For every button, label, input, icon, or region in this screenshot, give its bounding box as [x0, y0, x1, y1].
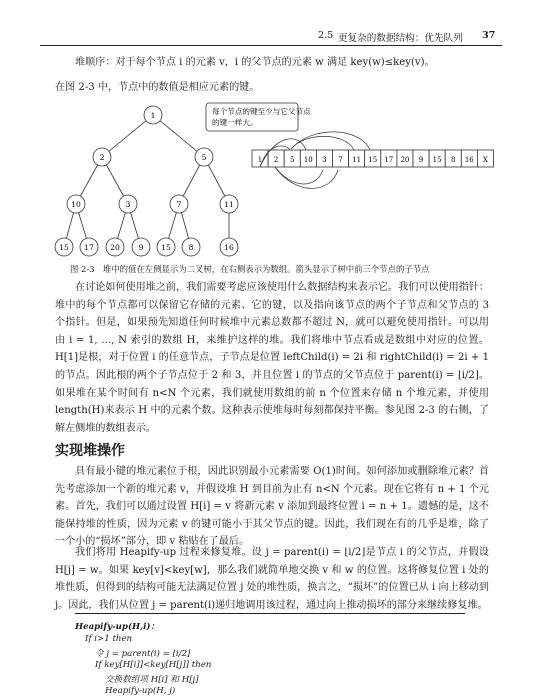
- array-cell: [333, 150, 349, 167]
- array-cell: [461, 150, 477, 167]
- heap-order-definition: 堆顺序：对于每个节点 i 的元素 v，i 的父节点的元素 w 满足 key(w)≤key(v)。: [75, 57, 435, 68]
- array-cell-value: 8: [450, 156, 456, 164]
- callout-line-2: 的键一样大。: [212, 118, 258, 127]
- header-rule: [40, 45, 502, 46]
- array-cell-value: 15: [368, 156, 378, 164]
- tree-node-label: 3: [125, 200, 131, 209]
- array-cell: [349, 150, 365, 167]
- array-cell: [445, 150, 461, 167]
- array-cell-value: 16: [464, 156, 474, 164]
- array-cell: [477, 150, 493, 167]
- array-cell-value: 5: [289, 156, 295, 164]
- tree-node: [67, 195, 85, 213]
- tree-node: [55, 238, 73, 256]
- tree-node-label: 2: [99, 153, 105, 162]
- tree-node-label: 17: [84, 243, 94, 252]
- array-cell-value: 20: [400, 156, 410, 164]
- header-section: 2.5: [318, 30, 334, 41]
- tree-node: [157, 238, 175, 256]
- figure-intro: 在图 2-3 中，节点中的数值是相应元素的键。: [55, 82, 260, 93]
- tree-node-label: 10: [71, 200, 81, 209]
- array-cell: [381, 150, 397, 167]
- array-cell-value: 1: [257, 156, 263, 164]
- array-cell-value: 10: [303, 156, 313, 164]
- array-cell-value: X: [482, 156, 488, 164]
- tree-node: [132, 238, 150, 256]
- code-rule: [75, 613, 465, 614]
- callout-box: [206, 103, 311, 131]
- callout-line-1: 每个节点的键至少与它父节点: [212, 107, 311, 116]
- array-cell-value: 15: [432, 156, 442, 164]
- figure-caption: 图 2-3 堆中的值在左侧显示为二叉树，在右侧表示为数组。箭头显示了树中前三个节点的子节点: [70, 264, 430, 274]
- array-cell-value: 3: [322, 156, 327, 164]
- array-cell: [413, 150, 429, 167]
- tree-node-label: 16: [224, 243, 234, 252]
- code-line: If key[H[i]]<key[H[j]] then: [95, 660, 212, 670]
- tree-node-label: 9: [138, 243, 144, 252]
- tree-node-label: 15: [161, 243, 171, 252]
- array-cell-value: 2: [273, 156, 279, 164]
- body-paragraph-add-element: 具有最小键的堆元素位于根，因此识别最小元素需要 O(1)时间。如何添加或删除堆元素？首先考虑添加一个新的堆元素 v，并假设堆 H 到目前为止有 n<N 个元素。现在它将有 n + 1 个元素。首先，我们可以通过设置 H[i] = v 将新元素 v 添加到最终位置 i = n + 1。遗憾的是，这不能保持堆的性质，因为元素 v 的键可能小于其父节点的键。因此，我们现在有的几乎是堆，除了一个小的“损坏”部分，即 v 粘贴在了最后。: [55, 466, 489, 548]
- tree-node-label: 11: [224, 200, 234, 209]
- array-cell: [300, 150, 316, 167]
- array-cell: [252, 150, 268, 167]
- code-line: Heapify-up(H,i)：: [75, 622, 160, 632]
- tree-node-label: 5: [201, 153, 207, 162]
- tree-node-label: 1: [150, 111, 156, 120]
- array-cell: [429, 150, 445, 167]
- array-cell-value: 17: [384, 156, 394, 164]
- tree-node-label: 8: [188, 243, 194, 252]
- array-cell-value: 7: [338, 156, 343, 164]
- tree-node: [195, 148, 213, 166]
- tree-node: [93, 148, 111, 166]
- tree-node: [220, 238, 238, 256]
- tree-node: [182, 238, 200, 256]
- page-number: 37: [482, 30, 496, 41]
- array-cell: [397, 150, 413, 167]
- tree-node-label: 7: [176, 200, 182, 209]
- tree-node: [220, 195, 238, 213]
- code-line: 令 j = parent(i) = ⌊i/2⌋: [95, 649, 191, 659]
- array-cell-value: 9: [418, 156, 424, 164]
- array-cell: [316, 150, 332, 167]
- code-line: Heapify-up(H, j): [105, 686, 176, 696]
- tree-node-label: 20: [110, 243, 120, 252]
- tree-node-label: 15: [59, 243, 69, 252]
- tree-node: [80, 238, 98, 256]
- code-line: 交换数组项 H[i] 和 H[j]: [105, 675, 199, 685]
- array-cell-value: 11: [352, 156, 362, 164]
- header-title: 更复杂的数据结构：优先队列: [338, 33, 463, 44]
- tree-node: [106, 238, 124, 256]
- array-cell: [268, 150, 284, 167]
- tree-node: [170, 195, 188, 213]
- section-heading: 实现堆操作: [55, 443, 125, 459]
- array-cell: [365, 150, 381, 167]
- body-paragraph-representation: 在讨论如何使用堆之前，我们需要考虑应该使用什么数据结构来表示它。我们可以使用指针：堆中的每个节点都可以保留它存储的元素、它的键，以及指向该节点的两个子节点和父节点的 3 个指针。但是，如果预先知道任何时候堆中元素总数都不超过 N，就可以避免使用指针。可以用由 i = 1, …, N 索引的数组 H，来维护这样的堆。我们将堆中节点看成是数组中对应的位置。H[1]是根，对于位置 i 的任意节点，子节点是位置 leftChild(i) = 2i 和 rightChild(i) = 2i + 1 的节点。因此根的两个子节点位于 2 和 3，并且位置 i 的节点的父节点位于 parent(i) = ⌊i/2⌋。如果堆在某个时间有 n<N 个元素，我们就使用数组的前 n 个位置来存储 n 个堆元素，并使用 length(H)来表示 H 中的元素个数。这种表示使堆每时每刻都保持平衡。参见图 2-3 的右侧，了解左侧堆的数组表示。: [55, 282, 489, 434]
- heap-figure: [40, 97, 500, 272]
- tree-node: [119, 195, 137, 213]
- body-paragraph-heapify-up: 我们将用 Heapify-up 过程来修复堆。设 j = parent(i) = ⌊i/2⌋是节点 i 的父节点，并假设 H[j] = w。如果 key[v]<key[w]，那么我们就简单地交换 v 和 w 的位置。这将修复位置 i 处的堆性质，但得到的结构可能无法满足位置 j 处的堆性质，换言之，“损坏”的位置已从 i 向上移动到 j。因此，我们从位置 j = parent(i)递归地调用该过程，通过向上推动损坏的部分来继续修复堆。: [55, 547, 489, 611]
- tree-node: [144, 106, 162, 124]
- code-line: If i>1 then: [85, 634, 133, 644]
- array-cell: [284, 150, 300, 167]
